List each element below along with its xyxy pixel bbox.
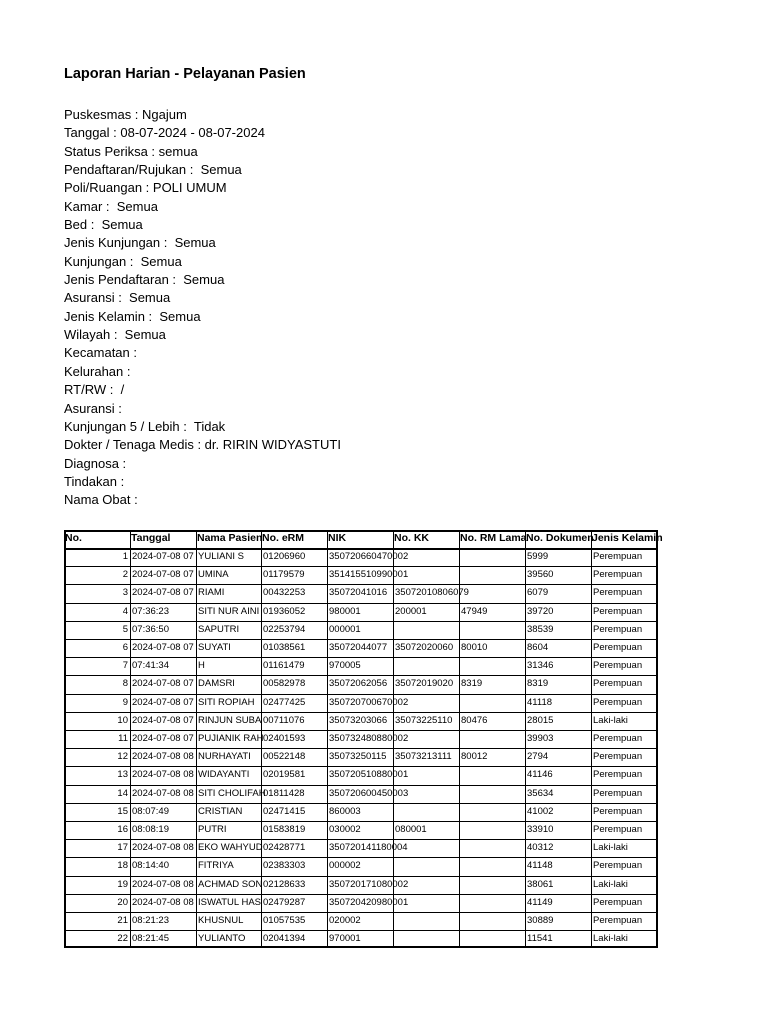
table-cell-col-jenis-kelamin: Perempuan [593, 787, 643, 799]
grid-row-line [64, 730, 658, 731]
table-cell-col-jenis-kelamin: Perempuan [593, 751, 643, 763]
header-col-no-rm-lama: No. RM Lama [460, 532, 527, 544]
table-cell-col-nama-pasien: CRISTIAN [198, 805, 243, 817]
header-col-nama-pasien: Nama Pasien [197, 532, 263, 544]
table-cell-col-nik: 000001 [329, 623, 361, 635]
table-cell-col-no-dokumen: 41002 [527, 805, 554, 817]
grid-row-line [64, 639, 658, 640]
table-cell-col-no-erm: 02041394 [263, 933, 306, 945]
table-cell-col-no-rm-lama [459, 894, 525, 912]
table-cell-col-nik: 970001 [329, 933, 361, 945]
filter-pendaftaran-rujukan: Pendaftaran/Rujukan : Semua [64, 162, 242, 178]
table-cell-col-nik: 350720420980001 [329, 896, 409, 908]
table-cell-col-no-erm: 01179579 [263, 569, 305, 581]
table-cell-col-no-erm: 02477425 [263, 696, 306, 708]
table-cell-col-no: 7 [122, 660, 128, 672]
grid-column-line [393, 530, 394, 948]
table-cell-col-no: 11 [118, 733, 128, 744]
filter-diagnosa: Diagnosa : [64, 455, 127, 471]
table-cell-col-no-dokumen: 2794 [527, 751, 549, 763]
grid-row-line [64, 930, 658, 931]
table-cell-col-jenis-kelamin: Laki-laki [593, 878, 628, 890]
filter-status-periksa: Status Periksa : semua [64, 143, 198, 159]
table-cell-col-tanggal: 2024-07-08 07 [132, 569, 194, 581]
table-cell-col-no: 6 [122, 642, 128, 653]
table-cell-col-tanggal: 08:21:23 [132, 915, 169, 926]
filter-poli-ruangan: Poli/Ruangan : POLI UMUM [64, 180, 227, 196]
table-cell-col-no-kk [393, 857, 459, 875]
table-cell-col-jenis-kelamin: Perempuan [593, 733, 643, 744]
table-cell-col-no-erm: 00522148 [263, 751, 306, 763]
filter-puskesmas: Puskesmas : Ngajum [64, 107, 187, 122]
table-cell-col-tanggal: 08:08:19 [132, 824, 169, 835]
table-cell-col-no-erm: 01057535 [263, 915, 306, 926]
table-cell-col-no-rm-lama [459, 657, 525, 675]
filter-kamar: Kamar : Semua [64, 198, 158, 214]
filter-jenis-kunjungan: Jenis Kunjungan : Semua [64, 235, 216, 251]
table-cell-col-nik: 980001 [329, 605, 361, 617]
table-cell-col-nama-pasien: YULIANI S [198, 551, 244, 562]
table-cell-col-no-rm-lama [459, 785, 525, 803]
table-cell-col-no-kk: 35072020060 [395, 642, 454, 653]
table-cell-col-no: 19 [117, 878, 128, 890]
table-cell-col-no-dokumen: 11541 [527, 933, 553, 945]
table-cell-col-jenis-kelamin: Perempuan [593, 769, 643, 781]
filter-tindakan: Tindakan : [64, 473, 125, 489]
table-cell-col-no-kk: 35072010806079 [395, 587, 469, 599]
grid-column-line [196, 530, 197, 948]
table-cell-col-nik: 000002 [329, 860, 361, 872]
grid-row-line [64, 821, 658, 822]
table-cell-col-no: 8 [122, 678, 128, 690]
table-cell-col-no-dokumen: 28015 [527, 714, 554, 726]
table-cell-col-no-rm-lama: 80476 [461, 714, 488, 726]
filter-list [64, 106, 341, 510]
table-cell-col-jenis-kelamin: Perempuan [593, 896, 643, 908]
filter-dokter: Dokter / Tenaga Medis : dr. RIRIN WIDYASTUTI [64, 437, 341, 453]
table-cell-col-nik: 35072041016 [329, 587, 388, 599]
table-cell-col-nama-pasien: H [198, 660, 205, 672]
table-cell-col-tanggal: 07:41:34 [132, 660, 169, 672]
table-cell-col-no: 18 [117, 860, 128, 872]
table-cell-col-no-kk [393, 548, 459, 566]
table-cell-col-no-kk [393, 694, 459, 712]
filter-asuransi: Asuransi : Semua [64, 290, 171, 306]
table-cell-col-nama-pasien: NURHAYATI [198, 751, 251, 763]
report-title: Laporan Harian - Pelayanan Pasien [64, 66, 306, 82]
table-cell-col-nama-pasien: KHUSNUL [198, 915, 244, 926]
table-cell-col-no-rm-lama [459, 821, 525, 839]
table-cell-col-no-dokumen: 39903 [527, 733, 554, 744]
header-col-no-kk: No. KK [394, 532, 429, 544]
table-cell-col-jenis-kelamin: Perempuan [593, 642, 643, 653]
table-cell-col-tanggal: 08:21:45 [132, 933, 169, 945]
table-cell-col-no-dokumen: 41146 [527, 769, 553, 781]
grid-column-line [656, 530, 658, 948]
table-cell-col-no-kk [393, 785, 459, 803]
table-cell-col-nik: 860003 [329, 805, 361, 817]
table-cell-col-no-rm-lama [459, 803, 525, 821]
table-cell-col-no-rm-lama: 47949 [461, 605, 488, 617]
grid-column-line [130, 530, 131, 948]
table-cell-col-tanggal: 2024-07-08 08 [132, 842, 194, 854]
grid-column-line [327, 530, 328, 948]
table-cell-col-nik: 350720660470002 [329, 551, 409, 562]
table-cell-col-tanggal: 2024-07-08 08 [132, 896, 194, 908]
table-cell-col-jenis-kelamin: Perempuan [593, 860, 643, 872]
table-cell-col-nama-pasien: PUTRI [198, 824, 227, 835]
grid-row-line [64, 876, 658, 877]
table-cell-col-no-rm-lama: 8319 [461, 678, 483, 690]
table-cell-col-nik: 030002 [329, 824, 361, 835]
table-cell-col-no: 21 [117, 915, 128, 926]
table-cell-col-nik: 351415510990001 [329, 569, 409, 581]
table-cell-col-no: 20 [117, 896, 128, 908]
table-cell-col-jenis-kelamin: Perempuan [593, 915, 643, 926]
table-cell-col-jenis-kelamin: Perempuan [593, 551, 643, 562]
table-cell-col-jenis-kelamin: Perempuan [593, 605, 643, 617]
table-cell-col-nama-pasien: ACHMAD SON [198, 878, 263, 890]
table-cell-col-no: 12 [117, 751, 128, 763]
table-cell-col-no-kk: 200001 [395, 605, 427, 617]
table-cell-col-no-kk [393, 566, 459, 584]
table-cell-col-jenis-kelamin: Perempuan [593, 678, 643, 690]
table-cell-col-nik: 350732480880002 [329, 733, 409, 744]
table-cell-col-no-rm-lama [459, 730, 525, 748]
table-cell-col-nama-pasien: FITRIYA [198, 860, 234, 872]
grid-row-line [64, 603, 658, 604]
table-cell-col-tanggal: 2024-07-08 07 [132, 733, 194, 744]
grid-row-line [64, 894, 658, 895]
table-cell-col-no-dokumen: 39560 [527, 569, 554, 581]
filter-wilayah: Wilayah : Semua [64, 327, 166, 343]
grid-row-line [64, 657, 658, 658]
table-cell-col-jenis-kelamin: Perempuan [593, 805, 643, 817]
table-cell-col-tanggal: 2024-07-08 08 [132, 769, 194, 781]
table-cell-col-no-erm: 02019581 [263, 769, 306, 781]
table-cell-col-jenis-kelamin: Laki-laki [593, 714, 628, 726]
table-cell-col-no-dokumen: 40312 [527, 842, 554, 854]
table-cell-col-nik: 350720141180004 [329, 842, 408, 854]
grid-column-line [261, 530, 262, 948]
table-cell-col-nik: 970005 [329, 660, 361, 672]
table-cell-col-no: 1 [122, 551, 128, 562]
grid-row-line [64, 530, 658, 532]
table-cell-col-no-dokumen: 33910 [527, 824, 554, 835]
table-cell-col-no: 14 [117, 787, 128, 799]
grid-row-line [64, 785, 658, 786]
table-cell-col-nama-pasien: ISWATUL HAS [198, 896, 261, 908]
table-cell-col-no: 10 [117, 714, 128, 726]
table-cell-col-tanggal: 07:36:50 [132, 623, 169, 635]
grid-row-line [64, 694, 658, 695]
table-cell-col-tanggal: 2024-07-08 07 [132, 587, 194, 599]
header-col-tanggal: Tanggal [131, 532, 171, 544]
table-cell-col-no: 17 [117, 842, 128, 854]
table-cell-col-tanggal: 2024-07-08 07 [132, 642, 194, 653]
table-cell-col-no-dokumen: 39720 [527, 605, 554, 617]
patient-table [64, 530, 663, 954]
filter-rt-rw: RT/RW : / [64, 382, 125, 398]
grid-row-line [64, 712, 658, 713]
table-cell-col-no-dokumen: 8604 [527, 642, 549, 653]
table-cell-col-nik: 35072044077 [329, 642, 388, 653]
table-cell-col-no-erm: 01936052 [263, 605, 306, 617]
grid-row-line [64, 857, 658, 858]
filter-kunjungan: Kunjungan : Semua [64, 253, 182, 269]
table-cell-col-nik: 350720171080002 [329, 878, 409, 890]
grid-column-line [591, 530, 592, 948]
grid-row-line [64, 621, 658, 622]
table-cell-col-no-rm-lama [459, 694, 525, 712]
table-cell-col-jenis-kelamin: Laki-laki [593, 933, 628, 945]
filter-tanggal: Tanggal : 08-07-2024 - 08-07-2024 [64, 125, 265, 141]
table-cell-col-tanggal: 2024-07-08 07 [132, 714, 194, 726]
table-cell-col-nik: 020002 [329, 915, 361, 926]
table-cell-col-no-dokumen: 41149 [527, 896, 553, 908]
grid-column-line [64, 530, 66, 948]
filter-kunjungan-5-lebih: Kunjungan 5 / Lebih : Tidak [64, 418, 226, 434]
table-cell-col-nama-pasien: PUJIANIK RAH [198, 733, 264, 744]
table-cell-col-no: 2 [122, 569, 128, 581]
table-cell-col-no-dokumen: 35634 [527, 787, 554, 799]
table-cell-col-no-dokumen: 38539 [527, 623, 554, 635]
table-cell-col-no: 5 [122, 623, 128, 635]
table-cell-col-no-rm-lama [459, 621, 525, 639]
grid-row-line [64, 548, 658, 550]
table-cell-col-no-erm: 02253794 [263, 623, 306, 635]
table-cell-col-no-kk [393, 876, 459, 894]
table-cell-col-tanggal: 2024-07-08 08 [132, 751, 194, 763]
table-cell-col-nama-pasien: SUYATI [198, 642, 231, 653]
table-cell-col-nama-pasien: DAMSRI [198, 678, 235, 690]
header-col-no-dokumen: No. Dokumen [526, 532, 594, 544]
table-cell-col-no-kk: 080001 [395, 824, 427, 835]
table-cell-col-no-erm: 01811428 [263, 787, 305, 799]
grid-row-line [64, 584, 658, 585]
table-cell-col-no: 3 [122, 587, 128, 599]
table-cell-col-nama-pasien: WIDAYANTI [198, 769, 250, 781]
filter-asuransi-2: Asuransi : [64, 400, 122, 416]
table-cell-col-no-erm: 01161479 [263, 660, 305, 672]
table-cell-col-no-kk [393, 766, 459, 784]
table-cell-col-no-erm: 02128633 [263, 878, 306, 890]
table-cell-col-nik: 350720600450003 [329, 787, 409, 799]
table-cell-col-no-dokumen: 8319 [527, 678, 549, 690]
table-cell-col-no-dokumen: 5999 [527, 551, 549, 562]
table-cell-col-no-kk [393, 803, 459, 821]
grid-row-line [64, 748, 658, 749]
grid-row-line [64, 566, 658, 567]
table-cell-col-no-rm-lama [459, 912, 525, 930]
table-cell-col-nik: 35072062056 [329, 678, 388, 690]
table-cell-col-nama-pasien: UMINA [198, 569, 229, 581]
table-cell-col-no-erm: 01583819 [263, 824, 306, 835]
table-cell-col-tanggal: 08:14:40 [132, 860, 169, 872]
table-cell-col-jenis-kelamin: Perempuan [593, 696, 643, 708]
table-cell-col-no-kk [393, 621, 459, 639]
table-cell-col-no-erm: 00582978 [263, 678, 306, 690]
table-cell-col-tanggal: 07:36:23 [132, 605, 169, 617]
table-cell-col-no-dokumen: 31346 [527, 660, 554, 672]
filter-jenis-pendaftaran: Jenis Pendaftaran : Semua [64, 272, 225, 288]
table-cell-col-no-dokumen: 38061 [527, 878, 554, 890]
table-cell-col-nik: 350720700670002 [329, 696, 409, 708]
table-cell-col-nama-pasien: RINJUN SUBA [198, 714, 262, 726]
grid-row-line [64, 912, 658, 913]
table-cell-col-tanggal: 2024-07-08 08 [132, 878, 194, 890]
table-cell-col-nama-pasien: YULIANTO [198, 933, 246, 945]
table-cell-col-no-kk [393, 912, 459, 930]
table-cell-col-jenis-kelamin: Laki-laki [593, 842, 628, 854]
table-cell-col-no-rm-lama [459, 857, 525, 875]
grid-column-line [459, 530, 460, 948]
table-cell-col-no-erm: 02428771 [263, 842, 306, 854]
table-cell-col-nik: 35073250115 [329, 751, 387, 763]
table-cell-col-tanggal: 2024-07-08 07 [132, 696, 194, 708]
header-col-nik: NIK [328, 532, 347, 544]
table-cell-col-nama-pasien: SITI CHOLIFAH [198, 787, 266, 799]
table-cell-col-nama-pasien: RIAMI [198, 587, 225, 599]
table-cell-col-no-dokumen: 6079 [527, 587, 549, 599]
grid-row-line [64, 839, 658, 840]
filter-kecamatan: Kecamatan : [64, 345, 137, 361]
table-cell-col-nik: 35073203066 [329, 714, 388, 726]
grid-row-line [64, 803, 658, 804]
table-cell-col-no-erm: 01038561 [263, 642, 306, 653]
table-cell-col-no-dokumen: 41118 [527, 696, 553, 708]
table-cell-col-tanggal: 2024-07-08 07 [132, 678, 194, 690]
table-cell-col-no-erm: 00711076 [263, 714, 305, 726]
table-cell-col-no-kk [393, 839, 459, 857]
table-cell-col-no-kk [393, 730, 459, 748]
table-cell-col-no-kk [393, 657, 459, 675]
table-cell-col-no-dokumen: 41148 [527, 860, 553, 872]
table-cell-col-no-erm: 02401593 [263, 733, 306, 744]
filter-kelurahan: Kelurahan : [64, 363, 131, 379]
table-cell-col-tanggal: 2024-07-08 07 [132, 551, 194, 562]
table-cell-col-jenis-kelamin: Perempuan [593, 587, 643, 599]
table-cell-col-no-rm-lama: 80010 [461, 642, 488, 653]
table-cell-col-no-rm-lama [459, 584, 525, 602]
table-cell-col-no: 22 [117, 933, 128, 945]
table-cell-col-no-rm-lama: 80012 [461, 751, 488, 763]
table-cell-col-jenis-kelamin: Perempuan [593, 623, 643, 635]
header-col-jenis-kelamin: Jenis Kelamin [592, 532, 663, 544]
table-cell-col-jenis-kelamin: Perempuan [593, 824, 643, 835]
table-cell-col-tanggal: 08:07:49 [132, 805, 169, 817]
table-cell-col-no-kk: 35073225110 [395, 714, 453, 726]
table-cell-col-no-rm-lama [459, 566, 525, 584]
table-cell-col-jenis-kelamin: Perempuan [593, 569, 643, 581]
table-cell-col-no: 15 [117, 805, 128, 817]
table-cell-col-nama-pasien: SITI NUR AINI [198, 605, 260, 617]
table-cell-col-nama-pasien: SITI ROPIAH [198, 696, 255, 708]
table-cell-col-no-kk: 35072019020 [395, 678, 454, 690]
grid-row-line [64, 675, 658, 676]
filter-bed: Bed : Semua [64, 217, 143, 233]
table-cell-col-tanggal: 2024-07-08 08 [132, 787, 194, 799]
grid-row-line [64, 946, 658, 948]
table-cell-col-nama-pasien: EKO WAHYUD [198, 842, 263, 854]
grid-column-line [525, 530, 526, 948]
table-cell-col-no-rm-lama [459, 839, 525, 857]
table-cell-col-no-kk: 35073213111 [395, 751, 452, 763]
table-cell-col-no-dokumen: 30889 [527, 915, 554, 926]
table-cell-col-no: 9 [122, 696, 128, 708]
table-cell-col-no: 16 [117, 824, 128, 835]
table-cell-col-no-rm-lama [459, 766, 525, 784]
grid-row-line [64, 766, 658, 767]
table-cell-col-no-rm-lama [459, 548, 525, 566]
table-cell-col-no-kk [393, 894, 459, 912]
table-cell-col-nik: 350720510880001 [329, 769, 409, 781]
table-cell-col-no: 4 [122, 605, 128, 617]
table-cell-col-no-erm: 02383303 [263, 860, 306, 872]
filter-nama-obat: Nama Obat : [64, 492, 138, 508]
table-cell-col-no-rm-lama [459, 876, 525, 894]
header-col-no: No. [65, 532, 82, 544]
table-cell-col-no-erm: 01206960 [263, 551, 306, 562]
table-cell-col-nama-pasien: SAPUTRI [198, 623, 240, 635]
table-cell-col-jenis-kelamin: Perempuan [593, 660, 643, 672]
table-cell-col-no-erm: 00432253 [263, 587, 306, 599]
table-cell-col-no-erm: 02479287 [263, 896, 306, 908]
table-cell-col-no-erm: 02471415 [263, 805, 306, 817]
filter-jenis-kelamin: Jenis Kelamin : Semua [64, 308, 201, 324]
header-col-no-erm: No. eRM [262, 532, 304, 544]
table-cell-col-no: 13 [117, 769, 128, 781]
